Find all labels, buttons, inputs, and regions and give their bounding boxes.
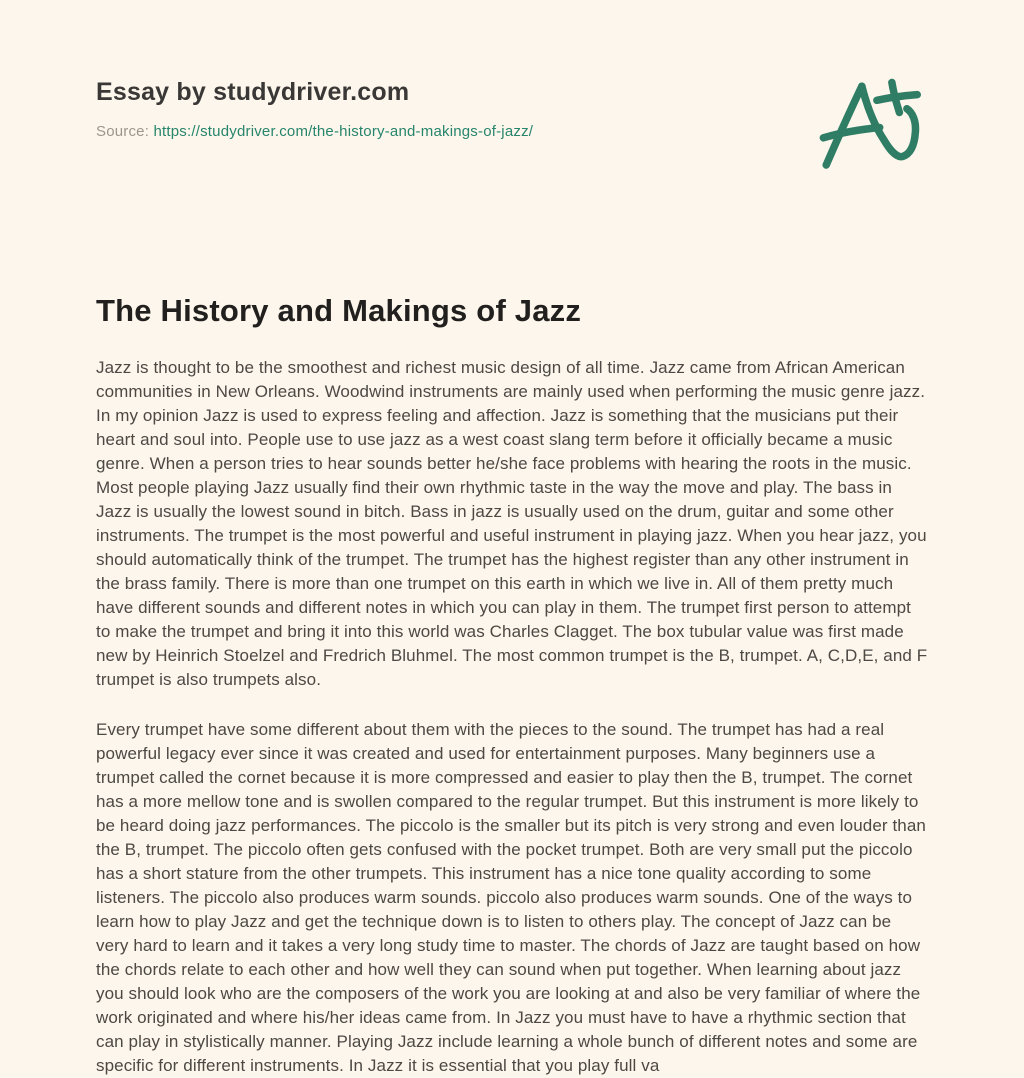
source-link[interactable]: https://studydriver.com/the-history-and-makings-of-jazz/ bbox=[153, 123, 534, 140]
source-line bbox=[96, 123, 533, 140]
page-header bbox=[96, 76, 928, 181]
essay-title: The History and Makings of Jazz bbox=[96, 293, 582, 328]
essay-paragraph-2: Every trumpet have some different about them with the pieces to the sound. The trumpet has had a real powerful legacy ever since it was created and used for entertainment purposes. Many beginners use a trumpet called the cornet because it is more compressed and easier to play then the B, trumpet. The cornet has a more mellow tone and is swollen compared to the regular trumpet. But this instrument is more likely to be heard doing jazz performances. The piccolo is the smaller but its pitch is very strong and even louder than the B, trumpet. The piccolo often gets confused with the pocket trumpet. Both are very small put the piccolo has a short stature from the other trumpets. This instrument has a nice tone quality according to some listeners. The piccolo also produces warm sounds. piccolo also produces warm sounds. One of the ways to learn how to play Jazz and get the technique down is to listen to others play. The concept of Jazz can be very hard to learn and it takes a very long study time to master. The chords of Jazz are taught based on how the chords relate to each other and how well they can sound when put together. When learning about jazz you should look who are the composers of the work you are looking at and also be very familiar of where the work originated and where his/her ideas came from. In Jazz you must have to have a rhythmic section that can play in stylistically manner. Playing Jazz include learning a whole bunch of different notes and some are specific for different instruments. In Jazz it is essential that you play full va bbox=[96, 720, 926, 1075]
document-header-title: Essay by studydriver.com bbox=[96, 78, 410, 106]
source-label: Source: bbox=[96, 123, 150, 140]
studydriver-logo bbox=[814, 64, 936, 181]
essay-paragraph-1: Jazz is thought to be the smoothest and richest music design of all time. Jazz came from African American communities in New Orleans. Woodwind instruments are mainly used when performing the music genre jazz. In my opinion Jazz is used to express feeling and affection. Jazz is something that the musicians put their heart and soul into. People use to use jazz as a west coast slang term before it officially became a music genre. When a person tries to hear sounds better he/she face problems with hearing the roots in the music. Most people playing Jazz usually find their own rhythmic taste in the way the move and play. The bass in Jazz is usually the lowest sound in bitch. Bass in jazz is usually used on the drum, guitar and some other instruments. The trumpet is the most powerful and useful instrument in playing jazz. When you hear jazz, you should automatically think of the trumpet. The trumpet has the highest register than any other instrument in the brass family. There is more than one trumpet on this earth in which we live in. All of them pretty much have different sounds and different notes in which you can play in them. The trumpet first person to attempt to make the trumpet and bring it into this world was Charles Clagget. The box tubular value was first made new by Heinrich Stoelzel and Fredrich Bluhmel. The most common trumpet is the B, trumpet. A, C,D,E, and F trumpet is also trumpets also. bbox=[96, 358, 928, 689]
essay-body bbox=[96, 356, 928, 1078]
header-text-block bbox=[96, 76, 533, 140]
a-plus-logo-icon bbox=[814, 64, 936, 176]
